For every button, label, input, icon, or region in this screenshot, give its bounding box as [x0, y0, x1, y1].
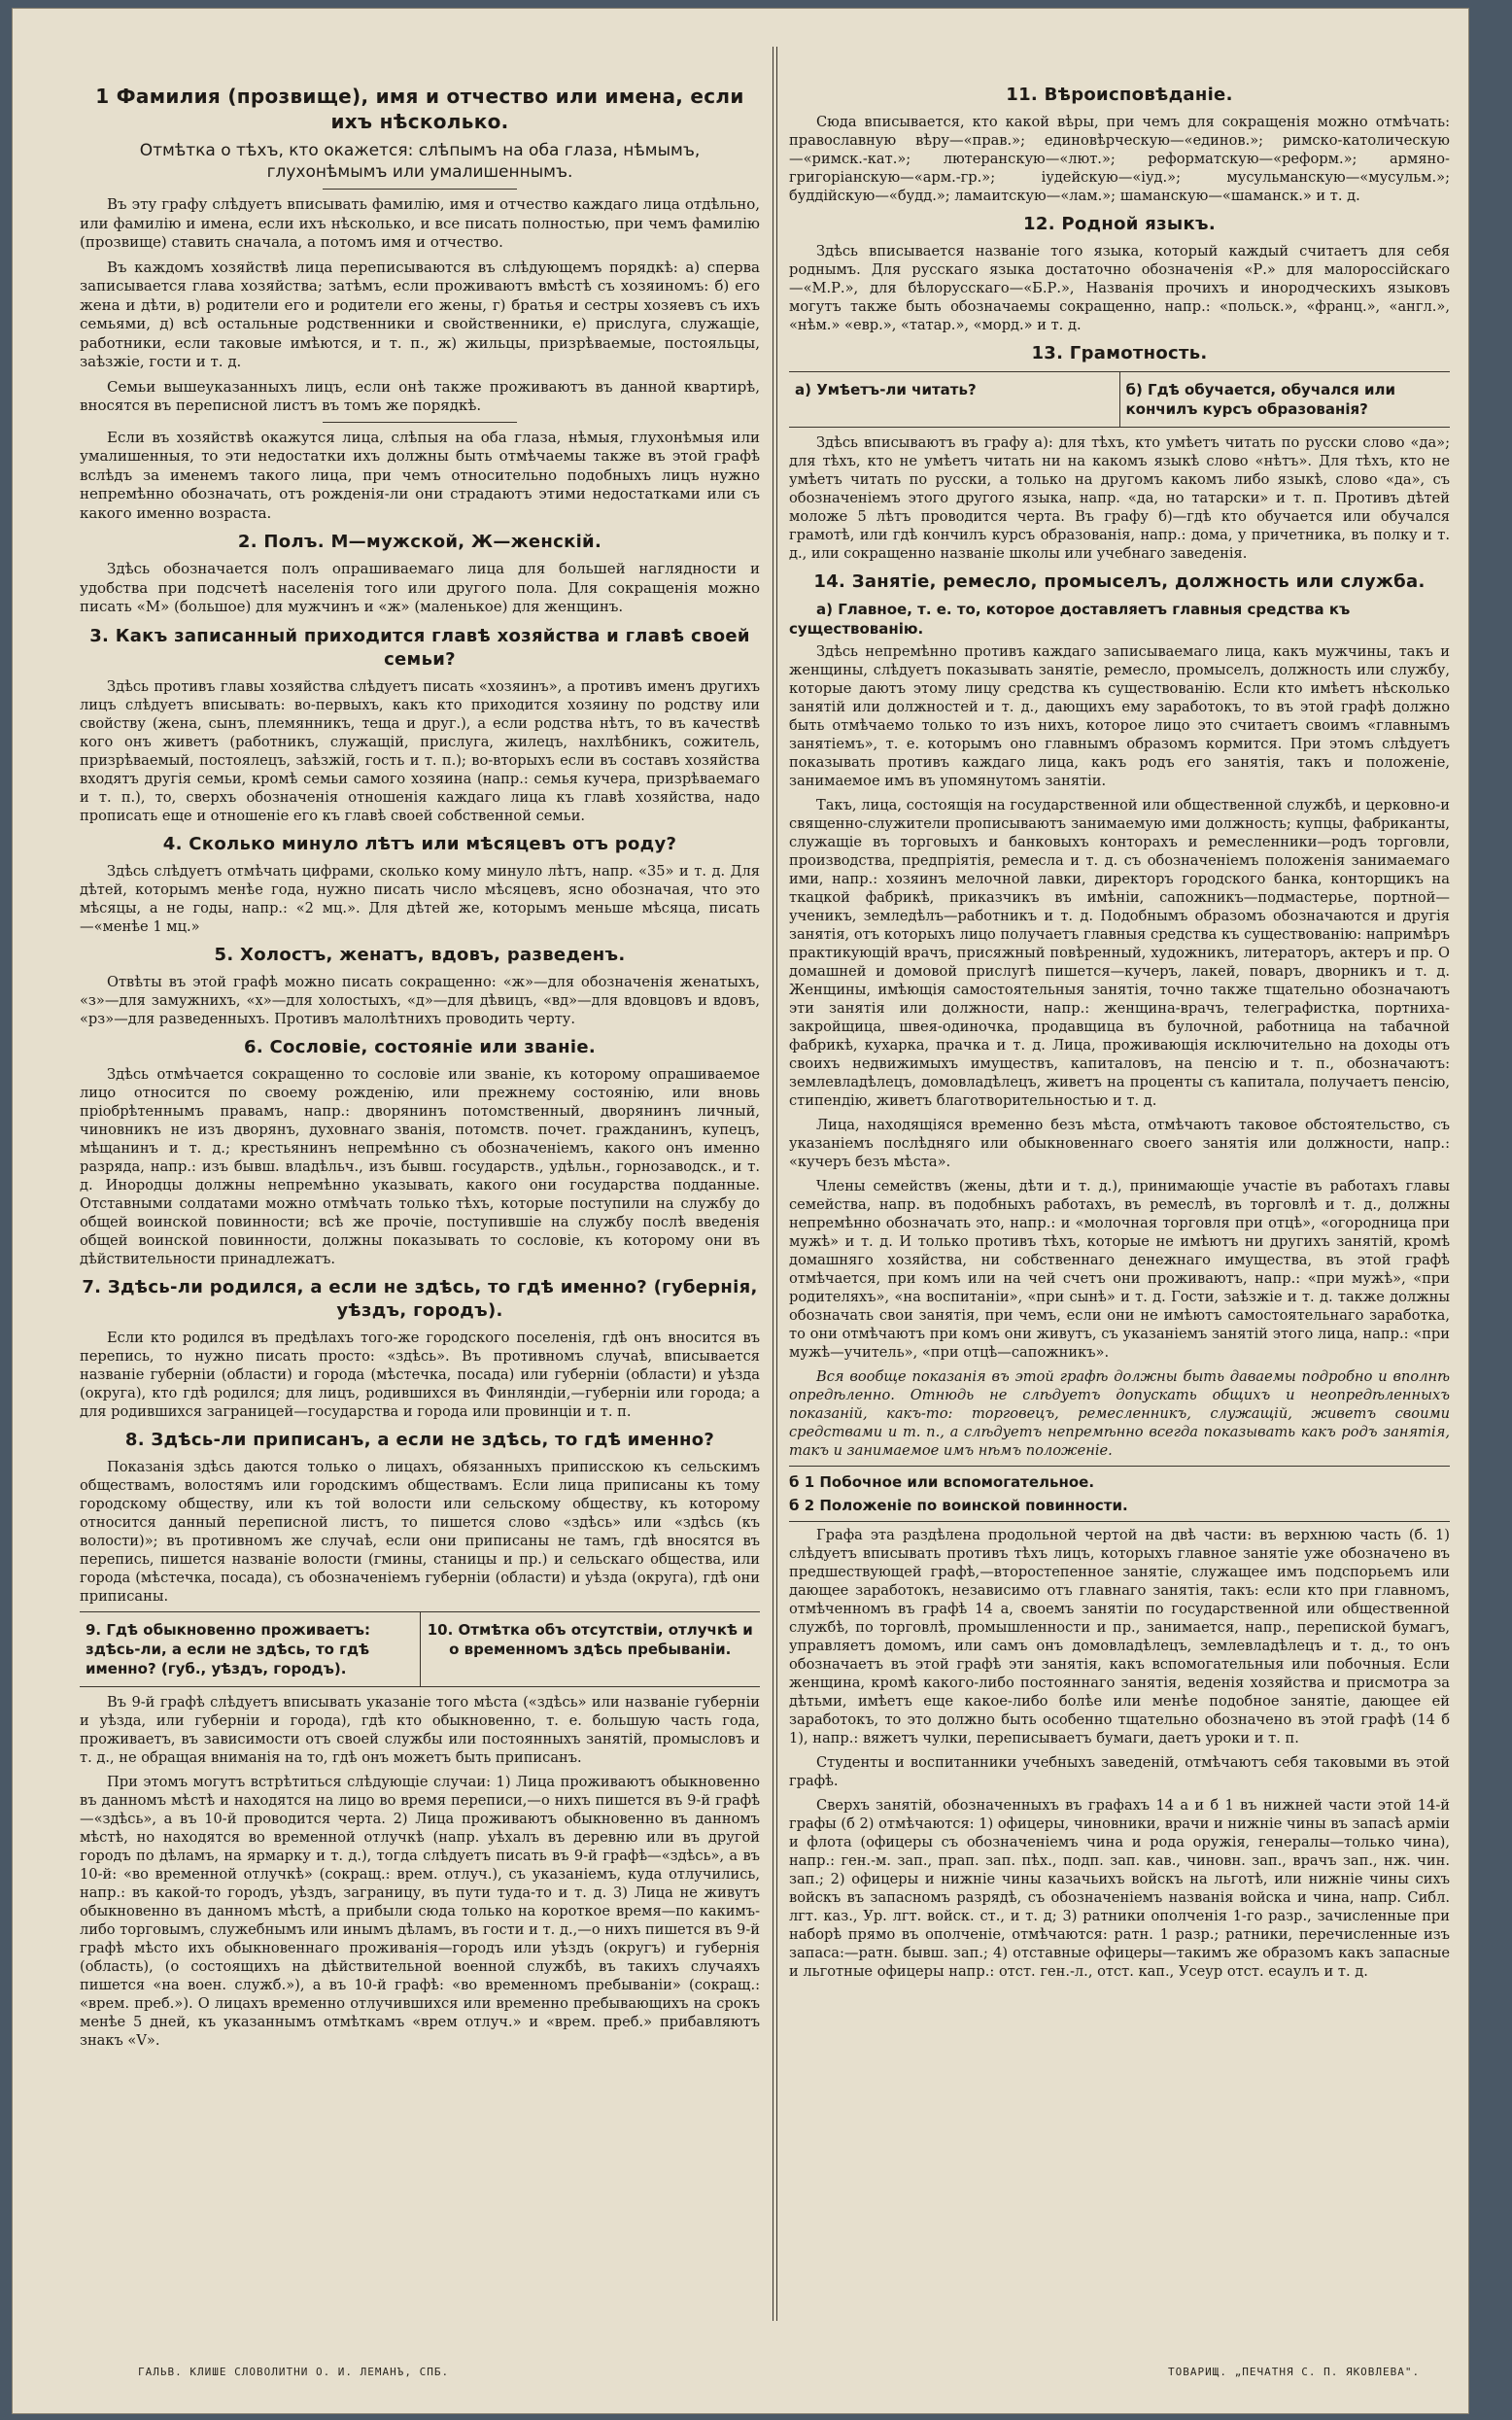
column-divider [773, 47, 777, 2321]
section-13a-cell [789, 372, 1119, 427]
section-7-heading: 7. Здѣсь-ли родился, а если не здѣсь, то гдѣ именно? (губернія, уѣздъ, городъ). [82, 1276, 758, 1321]
section-14b-header [789, 1466, 1450, 1522]
section-9-heading-cell [80, 1612, 420, 1686]
left-column [80, 76, 760, 2414]
section-8-paragraph: Показанія здѣсь даются только о лицахъ, обязанныхъ приписскою къ сельскимъ обществамъ, волостямъ или городскимъ обществамъ. Если лица приписаны къ тому городскому обществу, или къ той волости или сельскому обществу, къ которому относится данный переписной листъ, то пишется слово «здѣсь» или «здѣсь (къ волости)»; въ противномъ же случаѣ, если они приписаны не тамъ, гдѣ вносятся въ перепись, пишется названіе волости (гмины, станицы и пр.) и сельскаго общества, или города (мѣстечка, посада), съ обозначеніемъ губерніи (области) и уѣзда (округа), гдѣ они приписаны. [80, 1458, 760, 1605]
section-1-heading: 1 Фамилия (прозвище), имя и отчество или имена, если ихъ нѣсколько. [95, 85, 744, 133]
section-9-paragraph: Въ 9-й графѣ слѣдуетъ вписывать указаніе того мѣста («здѣсь» или названіе губерніи и уѣзда, или губерніи и города), гдѣ кто обыкновенно, т. е. большую часть года, проживаетъ, въ зависимости отъ своей службы или постоянныхъ занятій, промысловъ и т. д., не обращая вниманія на то, гдѣ онъ можетъ быть приписанъ. [80, 1693, 760, 1766]
section-10-heading: 10. Отмѣтка объ отсутствіи, отлучкѣ и о временномъ здѣсь пребываніи. [427, 1620, 753, 1658]
section-10-heading-cell [420, 1612, 761, 1686]
section-6-paragraph: Здѣсь отмѣчается сокращенно то сословіе или званіе, къ которому опрашиваемое лицо относится по своему рожденію, или прежнему состоянію, или вновь пріобрѣтеннымъ правамъ, напр.: дворянинъ потомственный, дворянинъ личный, чиновникъ не изъ дворянъ, духовнаго званія, потомств. почет. гражданинъ, купецъ, мѣщанинъ и т. д.; крестьянинъ непремѣнно съ обозначеніемъ, какого онъ именно разряда, напр.: изъ бывш. владѣльч., изъ бывш. государств., удѣльн., горнозаводск., и т. д. Инородцы должны непремѣнно указывать, какого они государства подданные. Отставными солдатами можно отмѣчать только тѣхъ, которые поступили на службу до общей воинской повинности; всѣ же прочіе, поступившіе на службу послѣ введенія общей воинской повинности, должны показывать то сословіе, къ которому они въ дѣйствительности принадлежатъ. [80, 1065, 760, 1267]
section-14a-subheading: а) Главное, т. е. то, которое доставляетъ главныя средства къ существованію. [789, 601, 1351, 638]
section-14b1-heading: б 1 Побочное или вспомогательное. [789, 1473, 1095, 1491]
section-7-paragraph: Если кто родился въ предѣлахъ того-же городского поселенія, гдѣ онъ вносится въ перепись, то нужно писать просто: «здѣсь». Въ противномъ случаѣ, вписывается названіе губерніи (области) и города (мѣстечка, посада) или губерніи (области) и уѣзда (округа), кто гдѣ родился; для лицъ, родившихся въ Финляндіи,—губерніи или города; а для родившихся заграницей—государства и города или провинціи и т. п. [80, 1329, 760, 1420]
section-14-paragraph: Лица, находящіяся временно безъ мѣста, отмѣчаютъ таковое обстоятельство, съ указаніемъ послѣдняго или обыкновеннаго своего занятія или должности, напр.: «кучеръ безъ мѣста». [789, 1117, 1450, 1170]
section-14-heading: 14. Занятіе, ремесло, промыселъ, должность или служба. [813, 571, 1426, 592]
printer-credit-right: ТОВАРИЩ. „ПЕЧАТНЯ С. П. ЯКОВЛЕВА". [1168, 2366, 1421, 2378]
section-4-paragraph: Здѣсь слѣдуетъ отмѣчать цифрами, сколько кому минуло лѣтъ, напр. «35» и т. д. Для дѣтей, которымъ менѣе года, нужно писать число мѣсяцевъ, ясно обозначая, что это мѣсяцы, а не годы, напр.: «2 мц.». Для дѣтей же, которымъ меньше мѣсяца, писать—«менѣе 1 мц.» [80, 862, 760, 935]
section-6-heading: 6. Сословіе, состояніе или званіе. [244, 1036, 596, 1057]
section-1-paragraph: Въ эту графу слѣдуетъ вписывать фамилію, имя и отчество каждаго лица отдѣльно, или фамилію и имена, если ихъ нѣсколько, и все писать полностью, при чемъ фамилію (прозвище) ставить сначала, а потомъ имя и отчество. [80, 195, 760, 251]
section-9-10-header [80, 1611, 760, 1687]
section-1-paragraph: Если въ хозяйствѣ окажутся лица, слѣпыя на оба глаза, нѣмыя, глухонѣмыя или умалишенныя, то эти недостатки ихъ должны быть отмѣчаемы также въ этой графѣ вслѣдъ за именемъ такого лица, при чемъ относительно подобныхъ лицъ нужно непремѣнно обозначать, отъ рожденія-ли они страдаютъ этими недостатками или съ какого именно возраста. [80, 428, 760, 522]
section-9-heading: 9. Гдѣ обыкновенно проживаетъ: здѣсь-ли, а если не здѣсь, то гдѣ именно? (губ., уѣздъ, городъ). [86, 1620, 370, 1677]
section-14-paragraph: Студенты и воспитанники учебныхъ заведеній, отмѣчаютъ себя таковыми въ этой графѣ. [789, 1754, 1450, 1789]
section-5-paragraph: Отвѣты въ этой графѣ можно писать сокращенно: «ж»—для обозначенія женатыхъ, «з»—для замужнихъ, «х»—для холостыхъ, «д»—для дѣвицъ, «вд»—для вдовцовъ и вдовъ, «рз»—для разведенныхъ. Противъ малолѣтнихъ проводить черту. [80, 973, 760, 1027]
section-14-paragraph: Члены семействъ (жены, дѣти и т. д.), принимающіе участіе въ работахъ главы семейства, напр. въ подобныхъ работахъ, въ ремеслѣ, въ торговлѣ и т. д., должны непремѣнно обозначать это, напр.: и «молочная торговля при отцѣ», «огородница при мужѣ» и т. д. И только противъ тѣхъ, которые не имѣютъ ни другихъ занятій, кромѣ домашняго хозяйства, ни собственнаго денежнаго имущества, въ этой графѣ отмѣчается, при комъ или на чей счетъ они проживаютъ, напр.: «при мужѣ», «при родителяхъ», «на воспитаніи», «при сынѣ» и т. д. Гости, заѣзжіе и т. д. также должны обозначать свои занятія, при чемъ, если они не имѣютъ самостоятельнаго заработка, то они отмѣчаютъ при комъ они живутъ, съ указаніемъ занятій этого лица, напр.: «при мужѣ—учитель», «при отцѣ—сапожникъ». [789, 1178, 1450, 1361]
section-14-paragraph: Сверхъ занятій, обозначенныхъ въ графахъ 14 а и б 1 въ нижней части этой 14-й графы (б 2) отмѣчаются: 1) офицеры, чиновники, врачи и нижніе чины въ запасѣ арміи и флота (офицеры съ обозначеніемъ чина и рода оружія, генералы—только чина), напр.: ген.-м. зап., прап. зап. пѣх., подп. зап. кав., чиновн. зап., врачъ зап., нж. чин. зап.; 2) офицеры и нижніе чины казачьихъ войскъ на льготѣ, или нижніе чины сихъ войскъ въ запасномъ разрядѣ, съ обозначеніемъ названія войска и чина, напр. Сибл. лгт. каз., Ур. лгт. войск. ст., и т. д; 3) ратники ополченія 1-го разр., зачисленные при наборѣ прямо въ ополченіе, отмѣчаются: ратн. 1 разр.; ратники, перечисленные изъ запаса:—ратн. бывш. зап.; 4) отставные офицеры—такимъ же образомъ какъ запасные и льготные офицеры напр.: отст. ген.-л., отст. кап., Усеур отст. есаулъ и т. д. [789, 1797, 1450, 1980]
right-column [789, 76, 1450, 2414]
section-3-paragraph: Здѣсь противъ главы хозяйства слѣдуетъ писать «хозяинъ», а противъ именъ другихъ лицъ слѣдуетъ вписывать: во-первыхъ, какъ кто приходится хозяину по родству или свойству (жена, сынъ, племянникъ, теща и друг.), а если родства нѣтъ, то въ качествѣ кого онъ живетъ (работникъ, служащій, прислуга, жилецъ, нахлѣбникъ, сожитель, призрѣваемый, постоялецъ, заѣзжій, гость и т. п.); во-вторыхъ если въ составъ хозяйства входятъ другія семьи, кромѣ семьи самого хозяина (напр.: семья кучера, призрѣваемаго и т. п.), то, сверхъ обозначенія отношенія каждаго лица къ главѣ хозяйства, надо прописать еще и отношеніе его къ главѣ своей собственной семьи. [80, 677, 760, 824]
section-13-heading: 13. Грамотность. [1031, 343, 1208, 363]
section-3-heading: 3. Какъ записанный приходится главѣ хозяйства и главѣ своей семьи? [89, 625, 750, 670]
section-2-heading: 2. Полъ. М—мужской, Ж—женскій. [237, 532, 602, 552]
section-13a-heading: а) Умѣетъ-ли читать? [795, 381, 977, 398]
document-sheet [12, 8, 1469, 2414]
divider [323, 422, 517, 423]
section-12-heading: 12. Родной языкъ. [1023, 214, 1216, 234]
section-2-paragraph: Здѣсь обозначается полъ опрашиваемаго лица для большей наглядности и удобства при подсчетѣ населенія того или другого пола. Для сокращенія можно писать «М» (большое) для мужчинъ и «ж» (маленькое) для женщинъ. [80, 560, 760, 615]
section-12-paragraph: Здѣсь вписывается названіе того языка, который каждый считаетъ для себя роднымъ. Для русскаго языка достаточно обозначенія «Р.» для малороссійскаго—«М.Р.», для бѣлорусскаго—«Б.Р.», Названія прочихъ и инородческихъ языковъ могутъ также быть обозначаемы сокращенно, напр.: «польск.», «франц.», «англ.», «нѣм.» «евр.», «татар.», «морд.» и т. д. [789, 243, 1450, 333]
section-13b-heading: б) Гдѣ обучается, обучался или кончилъ курсъ образованія? [1125, 381, 1395, 418]
section-13-subheader [789, 371, 1450, 428]
section-13b-cell [1119, 372, 1451, 427]
section-9-paragraph: При этомъ могутъ встрѣтиться слѣдующіе случаи: 1) Лица проживаютъ обыкновенно въ данномъ мѣстѣ и находятся на лицо во время переписи,—о нихъ пишется въ 9-й графѣ—«здѣсь», а въ 10-й проводится черта. 2) Лица проживаютъ обыкновенно въ данномъ мѣстѣ, но находятся во временной отлучкѣ (напр. уѣхалъ въ деревню или въ другой городъ по дѣламъ, на ярмарку и т. д.), тогда слѣдуетъ писать въ 9-й графѣ—«здѣсь», а въ 10-й: «во временной отлучкѣ» (сокращ.: врем. отлуч.), съ указаніемъ, куда отлучились, напр.: въ какой-то городъ, уѣздъ, заграницу, въ пути туда-то и т. д. 3) Лица не живутъ обыкновенно въ данномъ мѣстѣ, а прибыли сюда только на короткое время—по какимъ-либо торговымъ, служебнымъ или инымъ дѣламъ, въ гости и т. д.,—о нихъ пишется въ 9-й графѣ мѣсто ихъ обыкновеннаго проживанія—городъ или уѣздъ (округъ) и губернія (область), (о состоящихъ на дѣйствительной военной службѣ, въ такихъ случаяхъ пишется «на воен. служб.»), а въ 10-й графѣ: «во временномъ пребываніи» (сокращ.: «врем. преб.»). О лицахъ временно отлучившихся или временно пребывающихъ на срокъ менѣе 5 дней, къ указаннымъ отмѣткамъ «врем отлуч.» и «врем. преб.» прибавляютъ знакъ «V». [80, 1773, 760, 2049]
section-14-paragraph: Графа эта раздѣлена продольной чертой на двѣ части: въ верхнюю часть (б. 1) слѣдуетъ вписывать противъ тѣхъ лицъ, которыхъ главное занятіе уже обозначено въ предшествующей графѣ,—второстепенное занятіе, служащее имъ подспорьемъ или дающее заработокъ, независимо отъ главнаго занятія, такъ: если кто при главномъ, отмѣченномъ въ графѣ 14 а, своемъ занятіи по государственной или общественной службѣ, по торговлѣ, промышленности и пр., занимается, напр., перепиской бумагъ, управляетъ домомъ, или самъ онъ домовладѣлецъ, землевладѣлецъ и т. д., то онъ обозначаетъ въ этой графѣ эти занятія, какъ вспомогательныя или побочныя. Если женщина, кромѣ какого-либо постояннаго занятія, веденія хозяйства и присмотра за дѣтьми, имѣетъ еще какое-либо болѣе или менѣе подобное занятіе, дающее ей заработокъ, то это должно быть особенно тщательно обозначено въ этой графѣ (14 б 1), напр.: вяжетъ чулки, переписываетъ бумаги, даетъ уроки и т. п. [789, 1527, 1450, 1746]
section-4-heading: 4. Сколько минуло лѣтъ или мѣсяцевъ отъ роду? [162, 833, 677, 854]
section-11-heading: 11. Вѣроисповѣданіе. [1006, 85, 1233, 105]
section-8-heading: 8. Здѣсь-ли приписанъ, а если не здѣсь, то гдѣ именно? [124, 1429, 715, 1450]
section-14-paragraph: Здѣсь непремѣнно противъ каждаго записываемаго лица, какъ мужчины, такъ и женщины, слѣдуетъ показывать занятіе, ремесло, промыселъ, должность или службу, которые даютъ этому лицу средства къ существованію. Если кто имѣетъ нѣсколько занятій или должностей и т. д., дающихъ ему заработокъ, то въ этой графѣ должно быть отмѣчаемо только то изъ нихъ, которое лицо это считаетъ своимъ «главнымъ занятіемъ», т. е. которымъ оно главнымъ образомъ кормится. При этомъ слѣдуетъ показывать противъ каждаго лица, какъ родъ его занятія, такъ и положеніе, занимаемое имъ въ упомянутомъ занятіи. [789, 643, 1450, 789]
section-1-note-heading: Отмѣтка о тѣхъ, кто окажется: слѣпымъ на оба глаза, нѣмымъ, глухонѣмымъ или умалишеннымъ. [139, 141, 701, 182]
section-5-heading: 5. Холостъ, женатъ, вдовъ, разведенъ. [214, 944, 626, 965]
printer-credit-left: ГАЛЬВ. КЛИШЕ СЛОВОЛИТНИ О. И. ЛЕМАНЪ, СПБ. [138, 2366, 450, 2378]
divider [323, 189, 517, 190]
section-13-paragraph: Здѣсь вписываютъ въ графу а): для тѣхъ, кто умѣетъ читать по русски слово «да»; для тѣхъ, кто не умѣетъ читать ни на какомъ языкѣ слово «нѣтъ». Для тѣхъ, кто не умѣетъ читать по русски, а только на другомъ какомъ либо языкѣ, слово «да», съ обозначеніемъ этого другого языка, напр. «да, но татарски» и т. п. Противъ дѣтей моложе 5 лѣтъ проводится черта. Въ графу б)—гдѣ кто обучается или обучался грамотѣ, или гдѣ кончилъ курсъ образованія, напр.: дома, у причетника, въ полку и т. д., или сокращенно названіе школы или учебнаго заведенія. [789, 434, 1450, 562]
section-1-paragraph: Семьи вышеуказанныхъ лицъ, если онѣ также проживаютъ въ данной квартирѣ, вносятся въ переписной листъ въ томъ же порядкѣ. [80, 377, 760, 414]
section-1-paragraph: Въ каждомъ хозяйствѣ лица переписываются въ слѣдующемъ порядкѣ: а) сперва записывается глава хозяйства; затѣмъ, если проживаютъ вмѣстѣ съ хозяиномъ: б) его жена и дѣти, в) родители его и родители его жены, г) братья и сестры хозяевъ съ ихъ семьями, д) всѣ остальные родственники и свойственники, е) прислуга, служащіе, работники, если таковые имѣются, и т. п., ж) жильцы, призрѣваемые, постояльцы, заѣзжіе, гости и т. д. [80, 258, 760, 370]
section-14-paragraph: Вся вообще показанія въ этой графѣ должны быть даваемы подробно и вполнѣ опредѣленно. Отнюдь не слѣдуетъ допускать общихъ и неопредѣленныхъ показаній, какъ-то: торговецъ, ремесленникъ, служащій, живетъ своими средствами и т. п., а слѣдуетъ непремѣнно всегда показывать какъ родъ занятія, такъ и занимаемое имъ нѣмъ положеніе. [789, 1368, 1450, 1459]
section-14b2-heading: б 2 Положеніе по воинской повинности. [789, 1497, 1128, 1514]
section-11-paragraph: Сюда вписывается, кто какой вѣры, при чемъ для сокращенія можно отмѣчать: православную вѣру—«прав.»; единовѣрческую—«единов.»; римско-католическую—«римск.-кат.»; лютеранскую—«лют.»; реформатскую—«реформ.»; армяно-григоріанскую—«арм.-гр.»; іудейскую—«іуд.»; мусульманскую—«мусульм.»; буддійскую—«будд.»; ламаитскую—«лам.»; шаманскую—«шаманск.» и т. д. [789, 114, 1450, 204]
section-14-paragraph: Такъ, лица, состоящія на государственной или общественной службѣ, и церковно-и священно-служители прописываютъ занимаемую ими должность; купцы, фабриканты, служащіе въ торговыхъ и банковыхъ конторахъ и ремесленники—родъ торговли, производства, предпріятія, ремесла и т. д. съ обозначеніемъ положенія занимаемаго ими, напр.: хозяинъ мелочной лавки, директоръ городского банка, конторщикъ на ткацкой фабрикѣ, приказчикъ въ имѣніи, сапожникъ—подмастерье, портной—ученикъ, земледѣлъ—работникъ и т. д. Подобнымъ образомъ обозначаются и другія занятія, отъ которыхъ лицо получаетъ главныя средства къ существованію: напримѣръ практикующій врачъ, присяжный повѣренный, художникъ, литераторъ, актеръ и пр. О домашней и домовой прислугѣ пишется—кучеръ, лакей, поваръ, дворникъ и т. д. Женщины, имѣющія самостоятельныя занятія, точно также тщательно обозначаютъ эти занятія или должности, напр.: женщина-врачъ, телеграфистка, портниха-закройщица, швея-одиночка, продавщица въ булочной, работница на табачной фабрикѣ, кухарка, прачка и т. д. Лица, проживающія исключительно на доходы отъ своихъ недвижимыхъ имуществъ, капиталовъ, на пенсію и т. п., обозначаютъ: землевладѣлецъ, домовладѣлецъ, живетъ на проценты съ капитала, получаетъ пенсію, стипендію, живетъ благотворительностью и т. д. [789, 797, 1450, 1109]
